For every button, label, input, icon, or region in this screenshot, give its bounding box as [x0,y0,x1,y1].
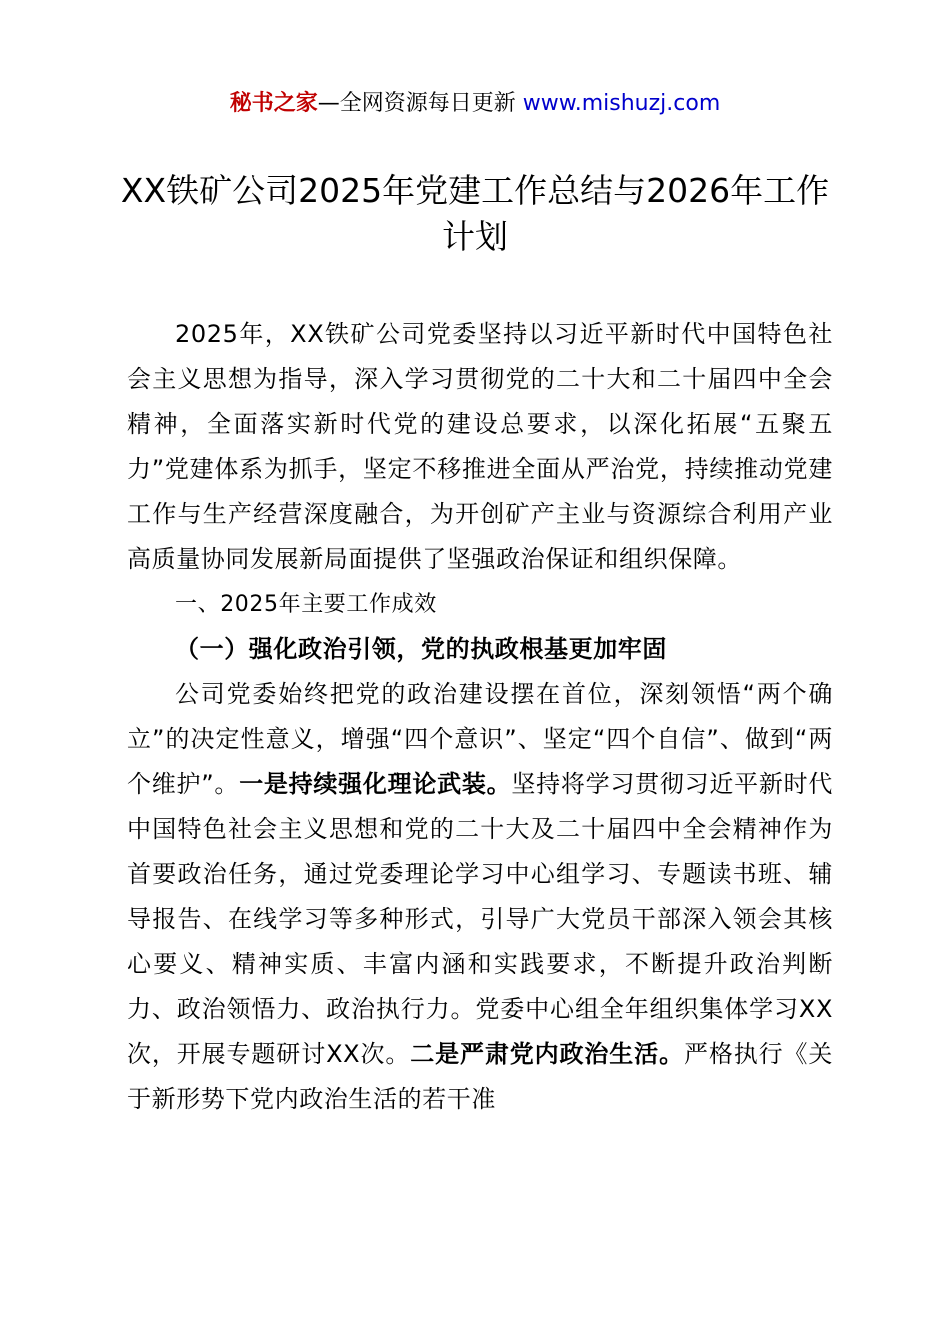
bold-lead: 二是严肃党内政治生活。 [410,1040,684,1068]
bold-lead: 一是持续强化理论武装。 [239,770,512,798]
paragraph-text: 严格执行《关于新形势下党内政治生活的若干准 [127,1040,833,1113]
site-header [0,88,950,120]
intro-paragraph: 2025年，XX铁矿公司党委坚持以习近平新时代中国特色社会主义思想为指导，深入学习贯彻党的二十大和二十届四中全会精神，全面落实新时代党的建设总要求，以深化拓展“五聚五力”党建体系为抓手，坚定不移推进全面从严治党，持续推动党建工作与生产经营深度融合，为开创矿产主业与资源综合利用产业高质量协同发展新局面提供了坚强政治保证和组织保障。 [127,320,833,573]
paragraph-text: 坚持将学习贯彻习近平新时代中国特色社会主义思想和党的二十大及二十届四中全会精神作为首要政治任务，通过党委理论学习中心组学习、专题读书班、辅导报告、在线学习等多种形式，引导广大党员干部深入领会其核心要义、精神实质、丰富内涵和实践要求，不断提升政治判断力、政治领悟力、政治执行力。党委中心组全年组织集体学习XX次，开展专题研讨XX次。 [127,770,833,1068]
site-url[interactable]: www.mishuzj.com [522,91,721,116]
brand-name: 秘书之家 [229,91,318,116]
paragraph-text: 公司党委始终把党的政治建设摆在首位，深刻领悟“两个确立”的决定性意义，增强“四个意识”、坚定“四个自信”、做到“两个维护”。 [127,680,833,798]
header-tagline: —全网资源每日更新 [317,91,523,116]
subsection-heading: （一）强化政治引领，党的执政根基更加牢固 [175,635,667,663]
document-title: XX铁矿公司2025年党建工作总结与2026年工作计划 [120,171,830,256]
body-paragraph [127,672,833,1122]
document-body [127,312,833,1122]
section-heading: 一、2025年主要工作成效 [175,592,437,617]
